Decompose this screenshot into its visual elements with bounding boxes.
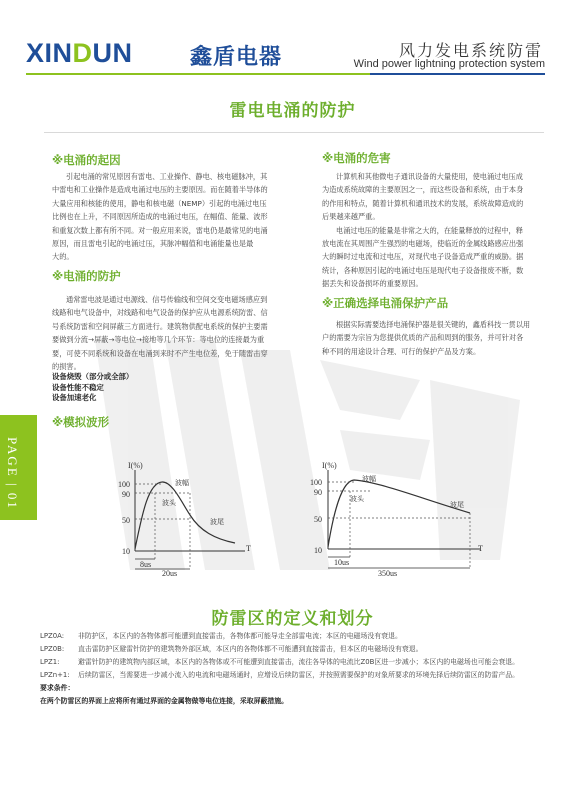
main-title: 雷电电涌的防护 xyxy=(229,101,356,121)
text-line: 号系统防雷和空间屏蔽三方面进行。建筑物供配电系统的保护主要需 xyxy=(52,321,268,331)
list-item: 设备烧毁（部分或全部） xyxy=(52,372,134,381)
logo-cn: 鑫盾电器 xyxy=(190,45,283,70)
zones-title: 防雷区的定义和划分 xyxy=(211,609,374,629)
text-line: 放电流在其周围产生强烈的电磁场，使临近的金属线路感应出强 xyxy=(322,239,524,249)
label-tail: 波尾 xyxy=(450,501,464,509)
wave-curve xyxy=(135,482,235,549)
zone-desc: 直击雷防护区避雷针防护的建筑物外部区域，本区内的各物体都不可能遭到直接雷击，但本区的电磁场没有衰退。 xyxy=(78,645,423,653)
requirement-label: 要求条件： xyxy=(40,684,75,692)
text-line: 电涌过电压的能量是非常之大的，在能量释放的过程中，释 xyxy=(336,225,523,235)
requirement-text: 在两个防雷区的界面上应将所有通过界面的金属物做等电位连接，采取屏蔽措施。 xyxy=(40,697,289,705)
text-line: 大的。 xyxy=(52,252,74,262)
wave-xlabel: T xyxy=(246,544,251,553)
zone-key: LPZn+1: xyxy=(40,671,70,679)
title-rule xyxy=(44,132,544,133)
text-line: 种不同的用途设计合理、可行的保护产品及方案。 xyxy=(322,346,481,356)
waveform-8-20 xyxy=(100,455,280,580)
zone-key: LPZ0A: xyxy=(40,632,65,640)
zone-key: LPZ0B: xyxy=(40,645,65,653)
text-line: 要做到分流→屏蔽→等电位→接地等几个环节：等电位的连接最为重 xyxy=(52,335,265,345)
zone-desc: 后续防雷区，当需要进一步减小流入的电流和电磁场通时，应增设后续防雷区，并按照需要保护的对象所要求的环境先择后续防雷区的防雷产品。 xyxy=(78,671,519,679)
zone-row xyxy=(40,630,545,643)
list-item: 设备加速老化 xyxy=(52,393,97,402)
tick-90: 90 xyxy=(314,488,322,497)
section-title-hazard: ※电涌的危害 xyxy=(322,151,391,165)
page-side-tab xyxy=(0,415,37,520)
section-title-protection: ※电涌的防护 xyxy=(52,269,121,283)
logo-part: UN xyxy=(92,38,133,68)
label-tail: 波尾 xyxy=(210,518,224,526)
text-line: 大的瞬时过电流和过电压，对现代电子设备造成严重的威胁。据 xyxy=(322,252,524,262)
logo-part: XIN xyxy=(26,38,73,68)
zone-definitions xyxy=(40,630,545,708)
text-line: 后果越来越严重。 xyxy=(322,212,380,222)
tick-10: 10 xyxy=(314,546,322,555)
text-line: 据丢失和设备损坏的重要原因。 xyxy=(322,279,423,289)
zone-row xyxy=(40,656,545,669)
tick-90: 90 xyxy=(122,490,130,499)
tick-100: 100 xyxy=(310,478,322,487)
text-line: 比例也在上升，不同原因所造成的电涌过电压，在幅值、能量、波形 xyxy=(52,212,268,222)
label-peak: 波幅 xyxy=(175,479,189,487)
logo-part: D xyxy=(72,38,93,68)
zone-desc: 非防护区，本区内的各物体都可能遭到直接雷击，各物体都可能导走全部雷电流；本区的电磁场没有衰退。 xyxy=(78,632,402,640)
time-t2: 20us xyxy=(162,569,178,578)
text-line: 的作用和特点，随着计算机和通讯技术的发展，系统故障造成的 xyxy=(322,198,524,208)
tick-10: 10 xyxy=(122,547,130,556)
tick-100: 100 xyxy=(118,480,130,489)
label-peak: 波幅 xyxy=(362,475,376,483)
text-line: 大量应用和核能的使用，静电和核电磁（NEMP）引起的电涌过电压 xyxy=(52,198,267,208)
paragraph-product xyxy=(322,318,544,358)
section-title-cause: ※电涌的起因 xyxy=(52,153,121,167)
header-title-en: Wind power lightning protection system xyxy=(353,58,545,70)
wave-ylabel: I(%) xyxy=(322,461,337,470)
label-head: 波头 xyxy=(350,495,364,503)
text-line: 引起电涌的常见原因有雷电、工业操作、静电、核电磁脉冲，其 xyxy=(66,172,268,181)
section-title-product: ※正确选择电涌保护产品 xyxy=(322,296,449,310)
text-line: 原因，而且雷电引起的电涌过压，其脉冲幅值和电涌能量也是最 xyxy=(52,239,254,249)
waveform-10-350 xyxy=(290,455,490,580)
time-t1: 8us xyxy=(140,560,152,569)
paragraph-hazard xyxy=(322,170,544,291)
text-line: 中雷电和工业操作是造成电涌过电压的主要原因。而在随着半导体的 xyxy=(52,185,268,195)
text-line: 户的需要为宗旨为您提供优质的产品和周到的服务，并可针对各 xyxy=(322,333,524,343)
text-line: 计算机和其他微电子通讯设备的大量使用，使电涌过电压成 xyxy=(336,172,523,181)
page-number: PAGE | 01 xyxy=(5,437,20,510)
wave-curve xyxy=(328,480,470,547)
text-line: 通常雷电波是通过电源线、信号传输线和空间交变电磁场感应到 xyxy=(66,295,268,304)
text-line: 根据实际需要选择电涌保护器是很关键的，鑫盾科技一贯以用 xyxy=(336,320,531,329)
time-t1: 10us xyxy=(334,558,350,567)
text-line: 统计，各种原因引起的电涌过电压是现代电子设备报废不断，数 xyxy=(322,265,524,275)
damage-list xyxy=(52,372,133,404)
zone-desc: 避雷针防护的建筑物内部区域，本区内的各物体或不可能遭到直接雷击，流往各导体的电流比Z0B区进一步减小；本区内的电磁场也可能会衰退。 xyxy=(78,658,520,666)
paragraph-protection xyxy=(52,293,289,373)
wave-ylabel: I(%) xyxy=(128,461,143,470)
zone-row xyxy=(40,669,545,682)
zone-key: LPZ1: xyxy=(40,658,60,666)
section-title-waveform: ※模拟波形 xyxy=(52,415,110,429)
text-line: 和重复次数上都有所不同。对一般应用来说，雷电仍是最常见的电涌 xyxy=(52,225,268,235)
paragraph-cause xyxy=(52,170,289,264)
text-line: 线路和电气设备中，对线路和电气设备的保护应从电源系统防雷、信 xyxy=(52,308,268,318)
header-title-cn: 风力发电系统防雷 xyxy=(398,41,543,60)
text-line: 要，可使不同系统和设备在电涌到来时不产生电位差，免于随雷击穿 xyxy=(52,348,268,358)
text-line: 的损害。 xyxy=(52,362,81,372)
label-head: 波头 xyxy=(162,499,176,507)
list-item: 设备性能不稳定 xyxy=(52,382,104,392)
tick-50: 50 xyxy=(122,516,130,525)
zone-row xyxy=(40,643,545,656)
text-line: 为造成系统故障的主要原因之一，而这些设备和系统，由于本身 xyxy=(322,185,524,195)
page-value: 01 xyxy=(5,492,20,510)
time-t2: 350us xyxy=(378,569,398,578)
wave-xlabel: T xyxy=(478,544,483,553)
tick-50: 50 xyxy=(314,515,322,524)
page-label: PAGE xyxy=(5,437,20,478)
